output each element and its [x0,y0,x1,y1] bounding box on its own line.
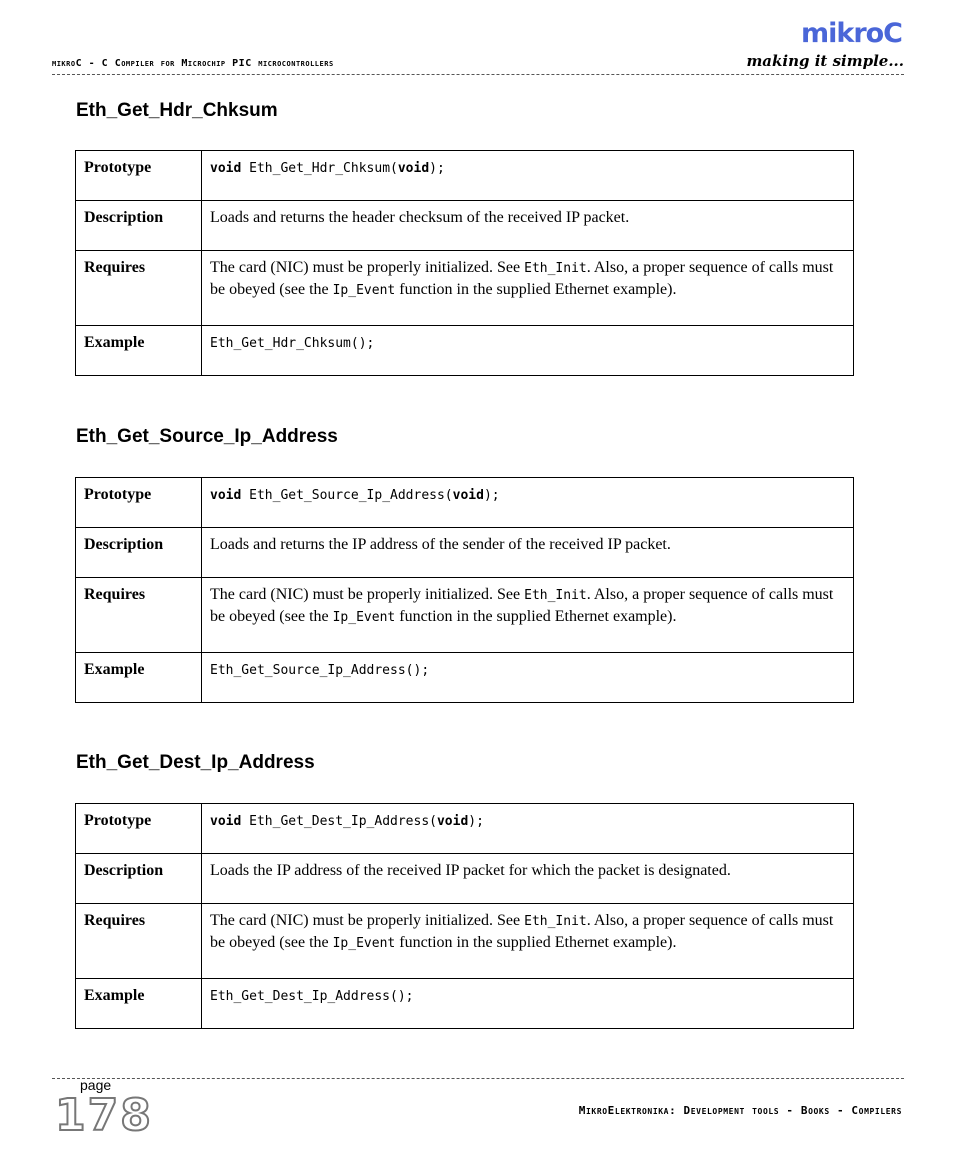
section-title: Eth_Get_Source_Ip_Address [76,426,338,447]
prototype-row [76,804,854,854]
function-table [75,477,854,703]
description-text: Loads and returns the header checksum of the received IP packet. [202,201,854,251]
requires-part: The card (NIC) must be properly initialized. See [210,259,525,276]
function-table [75,803,854,1029]
row-label: Description [76,201,202,251]
requires-part: The card (NIC) must be properly initialized. See [210,912,525,929]
requires-code: Ip_Event [332,936,396,951]
example-row [76,979,854,1029]
requires-code: Ip_Event [332,610,396,625]
prototype-end: ); [483,488,500,503]
prototype-name: Eth_Get_Hdr_Chksum( [241,161,398,176]
prototype-keyword: void [210,488,242,503]
requires-part: . Also, a proper sequence of calls must be obeyed (see the [210,259,834,298]
example-cell [202,979,854,1029]
requires-code: Ip_Event [332,283,396,298]
prototype-name: Eth_Get_Dest_Ip_Address( [241,814,437,829]
prototype-keyword: void [210,161,242,176]
example-code: Eth_Get_Dest_Ip_Address(); [210,989,414,1004]
requires-text [202,578,854,653]
example-row [76,653,854,703]
prototype-keyword: void [397,161,430,176]
prototype-cell [202,478,854,528]
prototype-end: ); [468,814,484,829]
example-row [76,326,854,376]
prototype-cell [202,804,854,854]
page-number: 178 [55,1090,153,1141]
description-row [76,201,854,251]
tagline: making it simple... [746,52,904,70]
prototype-row [76,478,854,528]
requires-part: function in the supplied Ethernet example). [395,608,677,625]
requires-text [202,251,854,326]
row-label: Example [76,653,202,703]
description-text: Loads and returns the IP address of the sender of the received IP packet. [202,528,854,578]
requires-text [202,904,854,979]
row-label: Example [76,979,202,1029]
requires-row [76,251,854,326]
row-label: Example [76,326,202,376]
row-label: Requires [76,578,202,653]
requires-part: . Also, a proper sequence of calls must be obeyed (see the [210,912,834,951]
description-row [76,854,854,904]
requires-part: function in the supplied Ethernet example). [395,281,677,298]
footer-divider [52,1078,904,1079]
requires-code: Eth_Init [524,588,587,603]
requires-code: Eth_Init [524,914,587,929]
row-label: Prototype [76,804,202,854]
requires-part: The card (NIC) must be properly initialized. See [210,586,525,603]
description-row [76,528,854,578]
row-label: Prototype [76,151,202,201]
row-label: Description [76,528,202,578]
header-title: mikroC - C Compiler for Microchip PIC microcontrollers [52,58,334,69]
row-label: Prototype [76,478,202,528]
example-cell [202,653,854,703]
header-divider [52,74,904,75]
example-cell [202,326,854,376]
prototype-keyword: void [436,814,469,829]
mikroc-logo: mikroC [800,18,902,49]
function-table [75,150,854,376]
requires-part: . Also, a proper sequence of calls must be obeyed (see the [210,586,834,625]
requires-part: function in the supplied Ethernet example). [395,934,677,951]
prototype-name: Eth_Get_Source_Ip_Address( [241,488,453,503]
prototype-keyword: void [452,488,484,503]
row-label: Requires [76,904,202,979]
row-label: Description [76,854,202,904]
prototype-end: ); [429,161,445,176]
example-code: Eth_Get_Source_Ip_Address(); [210,663,430,678]
section-title: Eth_Get_Dest_Ip_Address [76,752,315,773]
page-label: page [80,1077,112,1093]
requires-row [76,904,854,979]
row-label: Requires [76,251,202,326]
footer-title: MikroElektronika: Development tools - Books - Compilers [578,1104,902,1117]
section-title: Eth_Get_Hdr_Chksum [76,100,278,121]
prototype-keyword: void [210,814,242,829]
example-code: Eth_Get_Hdr_Chksum(); [210,336,375,351]
prototype-cell [202,151,854,201]
requires-row [76,578,854,653]
description-text: Loads the IP address of the received IP packet for which the packet is designated. [202,854,854,904]
requires-code: Eth_Init [524,261,587,276]
prototype-row [76,151,854,201]
